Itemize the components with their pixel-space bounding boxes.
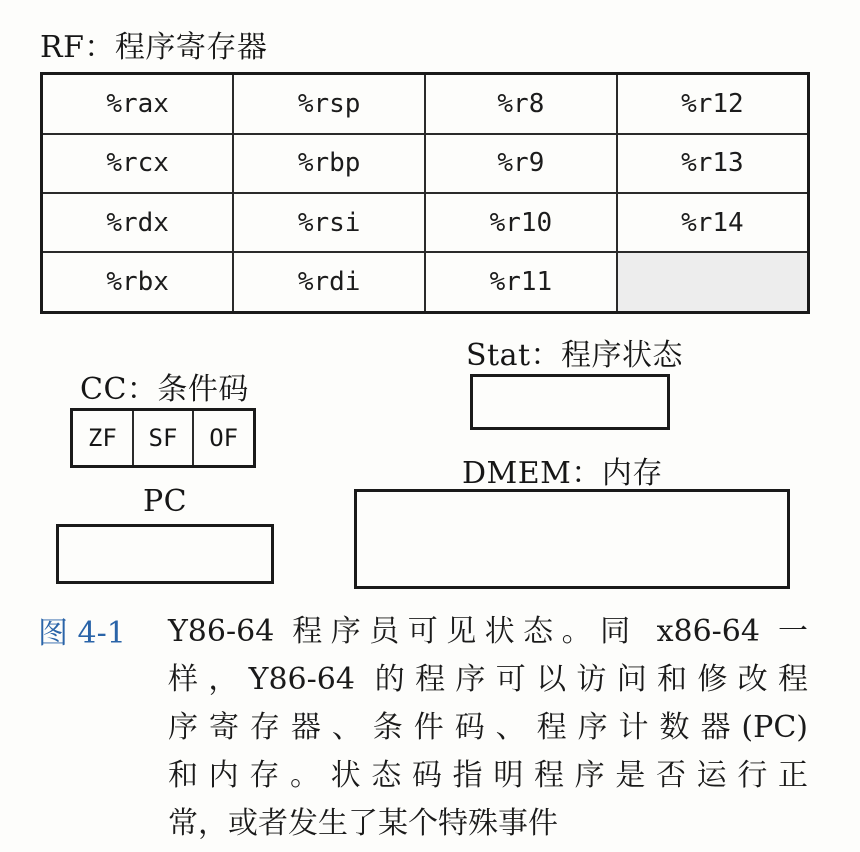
register-cell: %r11 (425, 252, 617, 312)
register-row (42, 252, 809, 312)
register-file-label: RF：程序寄存器 (40, 30, 268, 65)
register-cell: %rdx (42, 193, 234, 252)
register-cell: %r8 (425, 74, 617, 134)
register-file-table (40, 72, 810, 314)
register-cell: %r9 (425, 134, 617, 193)
flag-of: OF (209, 424, 239, 452)
figure-number: 图 4-1 (38, 616, 126, 651)
dmem-label: DMEM：内存 (462, 456, 663, 491)
condition-codes-box (70, 408, 256, 468)
stat-box (470, 374, 670, 430)
register-cell: %rcx (42, 134, 234, 193)
caption-line: 和内存。状态码指明程序是否运行正 (168, 758, 808, 793)
figure-caption (168, 608, 808, 848)
register-cell: %rbx (42, 252, 234, 312)
pc-box (56, 524, 274, 584)
register-cell: %r10 (425, 193, 617, 252)
caption-line: 序寄存器、条件码、程序计数器(PC) (168, 710, 808, 745)
flag-sf: SF (134, 411, 195, 465)
stat-label: Stat：程序状态 (466, 338, 684, 373)
register-cell: %rdi (233, 252, 425, 312)
register-row (42, 193, 809, 252)
register-cell: %rsi (233, 193, 425, 252)
register-cell-empty (617, 252, 809, 312)
caption-line: 常，或者发生了某个特殊事件 (168, 806, 558, 841)
register-cell: %rsp (233, 74, 425, 134)
caption-line: 样，Y86-64 的程序可以访问和修改程 (168, 662, 808, 697)
caption-line: Y86-64 程序员可见状态。同 x86-64 一 (168, 614, 808, 649)
condition-codes-label: CC：条件码 (80, 372, 249, 407)
dmem-box (354, 489, 790, 589)
register-cell: %r14 (617, 193, 809, 252)
register-cell: %r12 (617, 74, 809, 134)
register-cell: %rbp (233, 134, 425, 193)
pc-label: PC (143, 484, 188, 519)
register-cell: %r13 (617, 134, 809, 193)
flag-zf: ZF (73, 411, 134, 465)
register-row (42, 74, 809, 134)
register-cell: %rax (42, 74, 234, 134)
register-row (42, 134, 809, 193)
